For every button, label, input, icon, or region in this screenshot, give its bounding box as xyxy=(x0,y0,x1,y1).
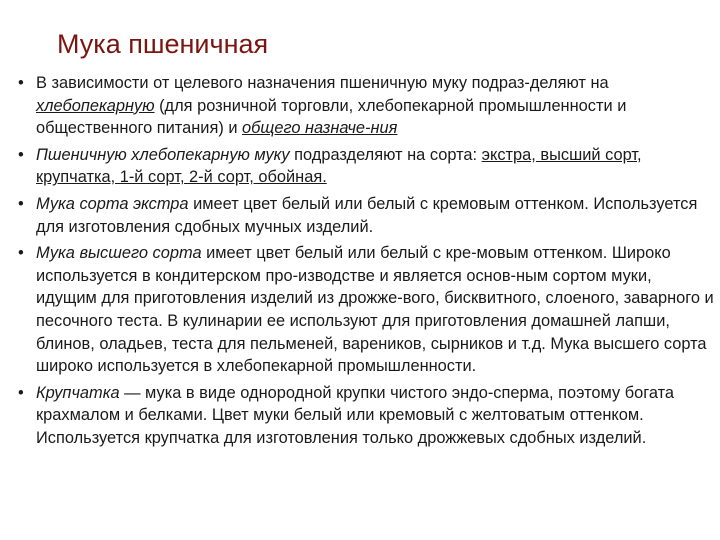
underlined-term: общего назначе-ния xyxy=(242,119,398,138)
bullet-text xyxy=(36,72,714,140)
bullet-text xyxy=(36,242,714,378)
bullet-list xyxy=(14,72,714,454)
bullet-item xyxy=(14,242,714,378)
bullet-marker: • xyxy=(18,244,24,263)
underlined-term: хлебопекарную xyxy=(36,96,155,115)
bullet-text xyxy=(36,193,714,238)
bullet-text-run: имеет цвет белый или белый с кре-мовым оттенком. Широко используется в кондитерском про-изводстве и является основ-ным сортом муки, идущим для приготовления изделий из дрожже-вого, бисквитного, слоеного, заварного и песочного теста. В кулинарии ее используют для приготовления домашней лапши, блинов, оладьев, теста для пельменей, вареников, сырников и т.д. Мука высшего сорта широко используется в хлебопекарной промышленности. xyxy=(36,244,714,376)
bullet-text-run: подразделяют на сорта: xyxy=(289,145,482,164)
bullet-marker: • xyxy=(18,74,24,92)
bullet-text-run: — мука в виде однородной крупки чистого эндо-сперма, поэтому богата крахмалом и белками. Цвет муки белый или кремовый с желтоватым оттенком. Используется крупчатка для изготовления только дрожжевых сдобных изделий. xyxy=(36,383,675,447)
slide-title: Мука пшеничная xyxy=(57,29,269,59)
bullet-text-run: В зависимости от целевого назначения пшеничную муку подраз-деляют на xyxy=(36,74,609,92)
bullet-item xyxy=(14,382,714,450)
bullet-marker: • xyxy=(18,194,24,213)
italic-term: Мука высшего сорта xyxy=(36,244,202,263)
bullet-item xyxy=(14,193,714,238)
underlined-grades: экстра, высший сорт, крупчатка, 1-й сорт, 2-й сорт, обойная. xyxy=(36,145,642,187)
bullet-text-run: имеет цвет белый или белый с кремовым оттенком. Используется для изготовления сдобных мучных изделий. xyxy=(36,194,698,236)
bullet-text xyxy=(36,144,714,189)
bullet-text-run: (для розничной торговли, хлебопекарной промышленности и общественного питания) и xyxy=(36,96,627,138)
italic-term: Пшеничную хлебопекарную муку xyxy=(36,145,290,164)
bullet-text xyxy=(36,382,714,450)
bullet-marker: • xyxy=(18,145,24,164)
bullet-item xyxy=(14,72,714,140)
bullet-marker: • xyxy=(18,383,24,402)
italic-term: Крупчатка xyxy=(36,383,120,402)
italic-term: Мука сорта экстра xyxy=(36,194,189,213)
bullet-item xyxy=(14,144,714,189)
